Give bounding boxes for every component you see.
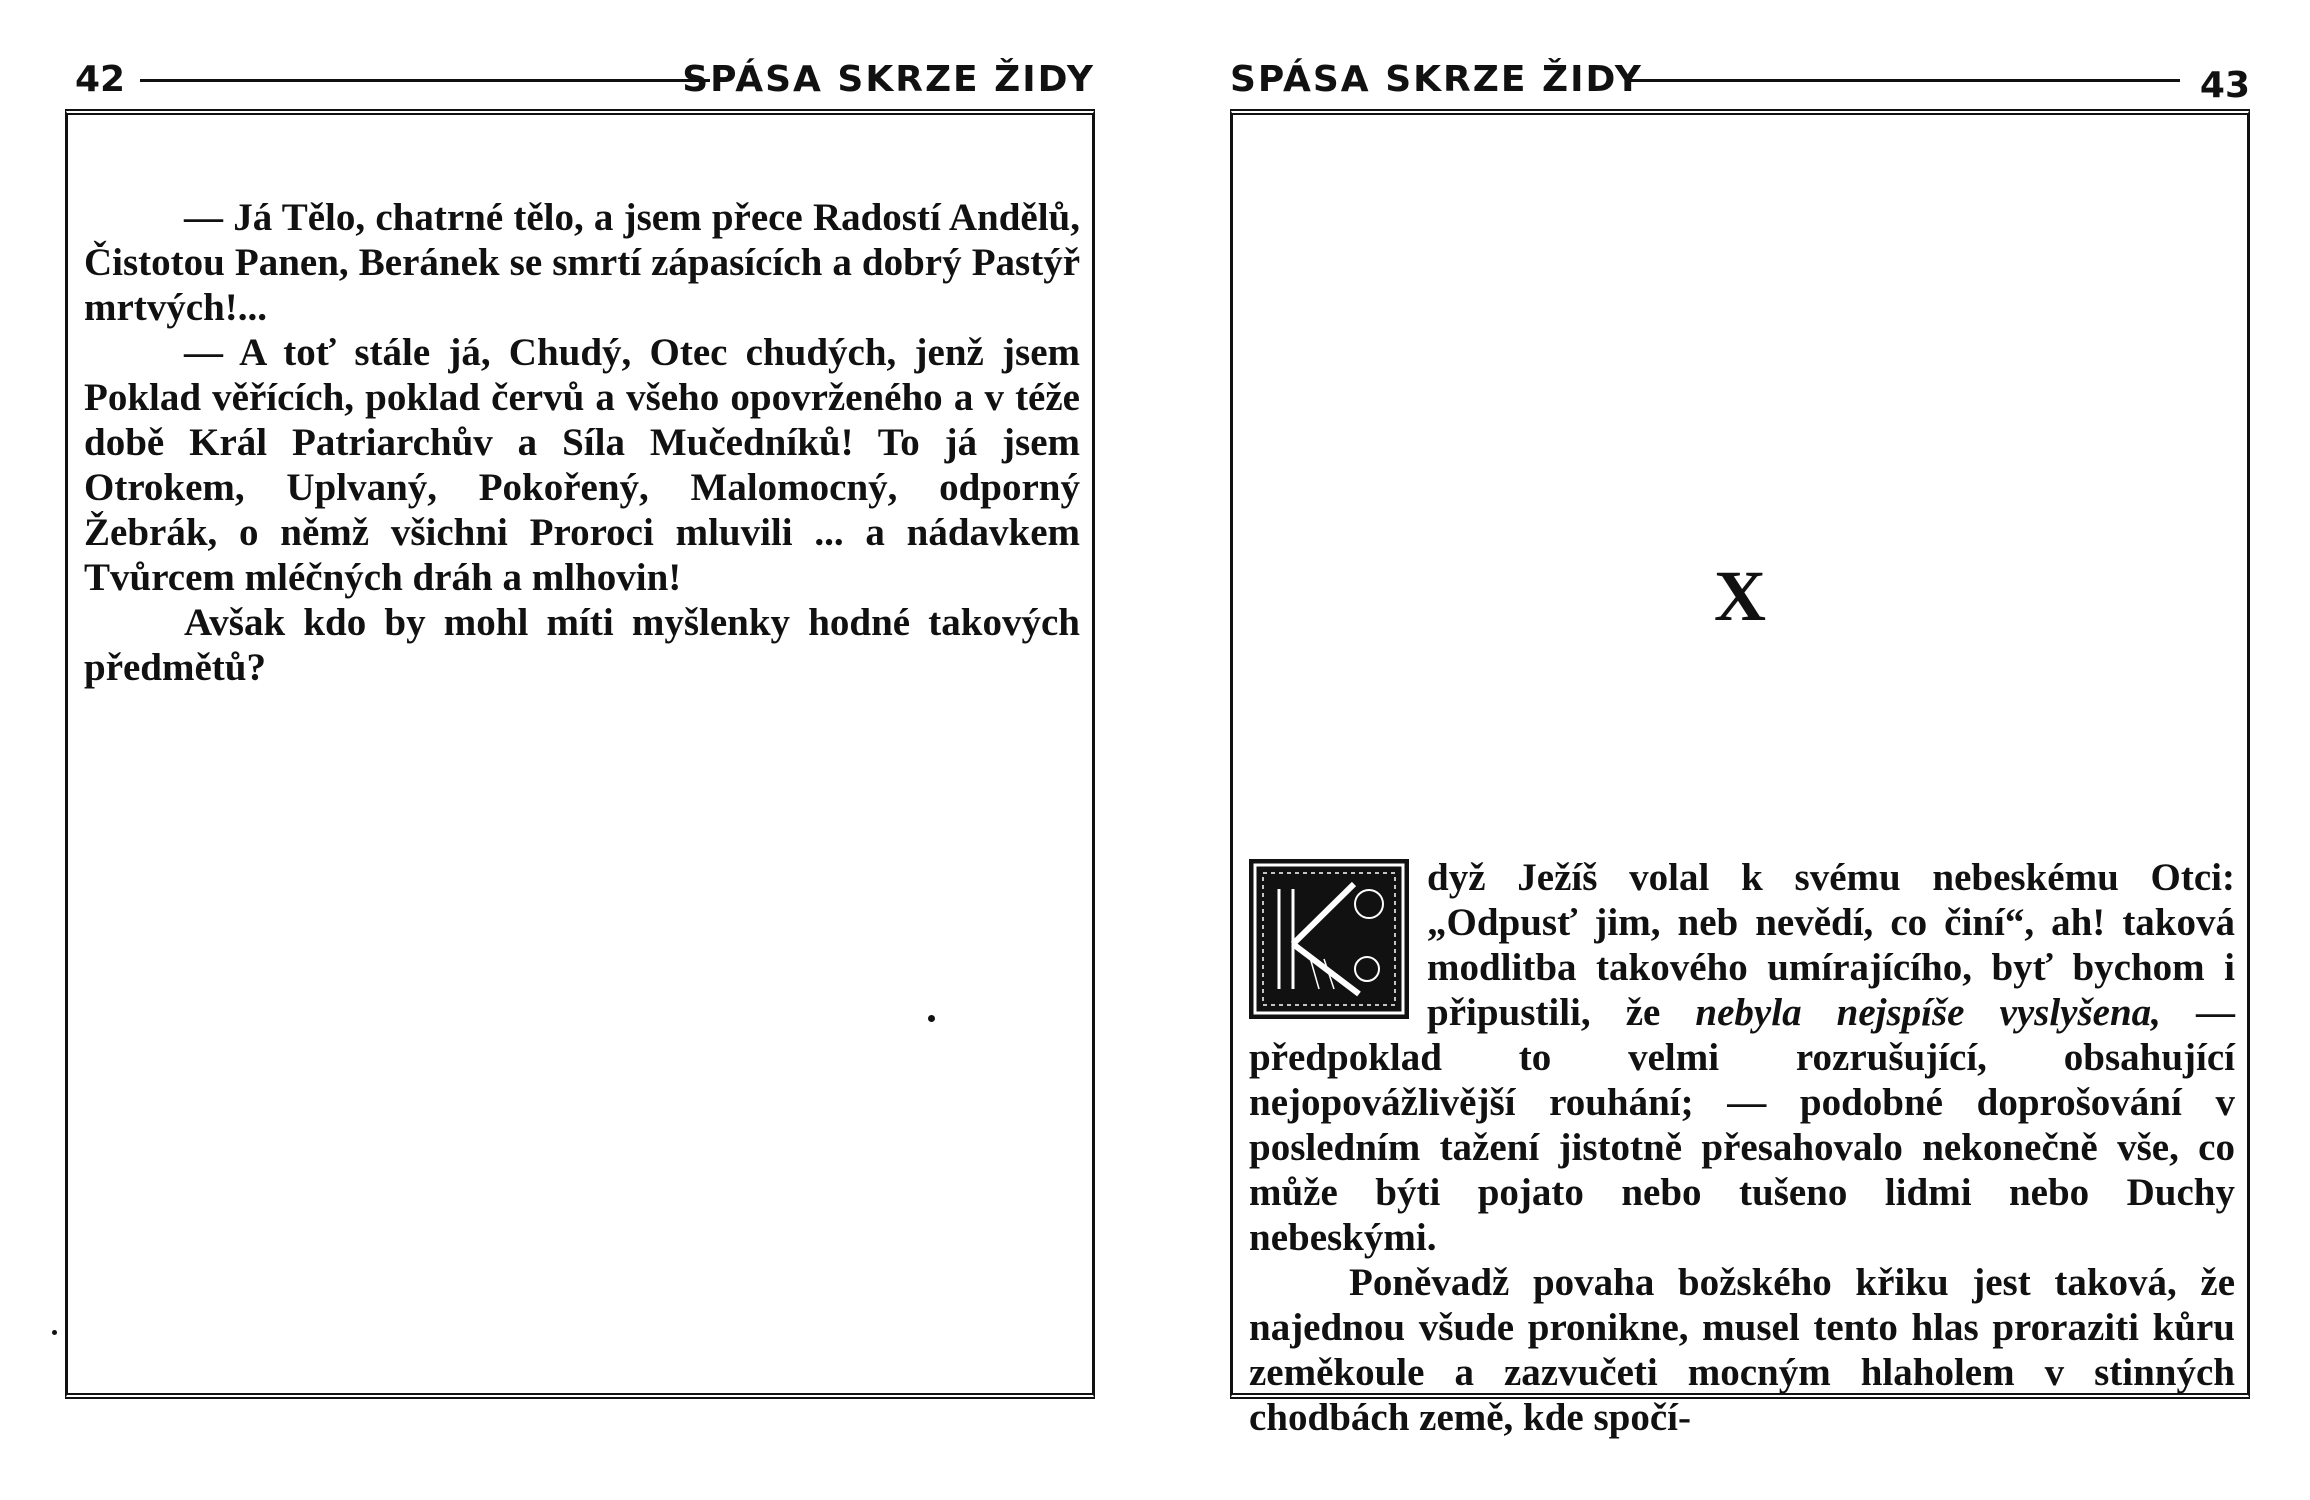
running-title: SPÁSA SKRZE ŽIDY (682, 59, 1095, 100)
header-rule (1625, 79, 2180, 82)
text-frame (65, 109, 1095, 1399)
paragraph: — Já Tělo, chatrné tělo, a jsem přece Radostí Andělů, Čistotou Panen, Beránek se smrtí zápasících a dobrý Pastýř mrtvých!... (84, 196, 1080, 329)
paragraph-text: — předpoklad to velmi rozrušující, obsahující nejopovážlivější rouhání; — podobné doprošování v posledním tažení jistotně přesahovalo nekonečně vše, co může býti pojato nebo tušeno lidmi nebo Duchy nebeskými. (1249, 991, 2236, 1259)
paragraph: Avšak kdo by mohl míti myšlenky hodné takových předmětů? (84, 601, 1080, 689)
paragraph: — A toť stále já, Chudý, Otec chudých, jenž jsem Poklad věřících, poklad červů a všeho opovrženého a v téže době Král Patriarchův a Síla Mučedníků! To já jsem Otrokem, Uplvaný, Pokořený, Malomocný, odporný Žebrák, o němž všichni Proroci mluvili ... a nádavkem Tvůrcem mléčných dráh a mlhovin! (84, 331, 1080, 599)
running-title: SPÁSA SKRZE ŽIDY (1230, 59, 1643, 100)
body-text (84, 195, 1080, 690)
text-frame (1230, 109, 2250, 1439)
paragraph-text: dyž Ježíš volal k svému nebeskému Otci: „Odpusť jim, neb nevědí, co činí“, ah! taková modlitba takového umírajícího, byť bychom i připustili, že (1427, 856, 2235, 1034)
paragraph: Poněvadž povaha božského křiku jest taková, že najednou všude pronikne, musel tento hlas proraziti kůru zeměkoule a zazvučeti mocným hlaholem v stinných chodbách země, kde spočí- (1249, 1261, 2235, 1439)
ink-speck (52, 1330, 57, 1335)
drop-cap-k-ornament (1249, 859, 1409, 1019)
body-text (1249, 855, 2235, 1440)
page-header (1230, 55, 2250, 105)
emphasis-text: nebyla nejspíše vyslyšena, (1695, 991, 2161, 1034)
ink-speck (928, 1015, 935, 1022)
left-page (65, 55, 1095, 1415)
drop-cap-ornament-icon (1249, 859, 1409, 1019)
header-rule (140, 79, 710, 82)
chapter-number: X (1714, 556, 1766, 636)
right-page (1230, 55, 2250, 1439)
page-number: 43 (2199, 65, 2250, 106)
paragraph (1249, 855, 2235, 1260)
page-header (65, 55, 1095, 105)
page-number: 42 (75, 59, 126, 100)
